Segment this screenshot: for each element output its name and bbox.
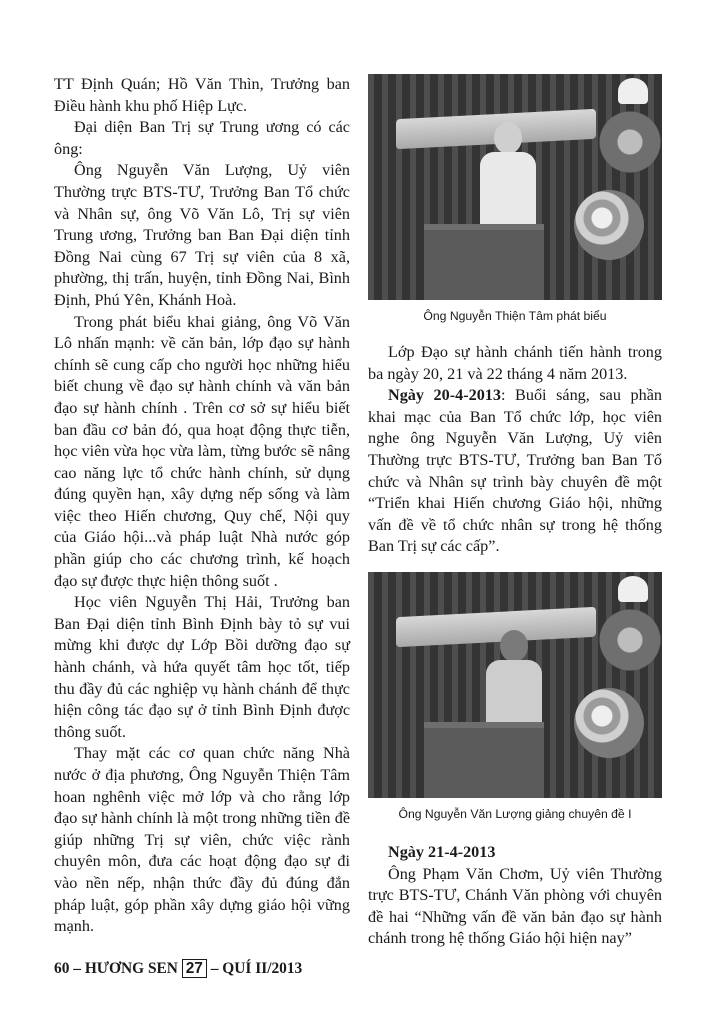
date-heading: Ngày 21-4-2013 bbox=[388, 842, 496, 861]
left-column bbox=[54, 74, 350, 938]
separator: – bbox=[210, 960, 219, 977]
paragraph-text: : Buổi sáng, sau phần khai mạc của Ban Tổ chức lớp, học viên nghe ông Nguyễn Văn Lượng, Uỷ viên Thường trực BTS-TƯ, Trưởng ban Ban Tổ chức và Nhân sự trình bày chuyên đề một “Triển khai Hiến chương Giáo hội, những vấn đề về tổ chức nhân sự trong hệ thống Ban Trị sự các cấp”. bbox=[368, 386, 662, 556]
issue-number: 27 bbox=[182, 959, 207, 978]
photo-caption: Ông Nguyễn Văn Lượng giảng chuyên đề I bbox=[398, 806, 632, 821]
page-number: 60 bbox=[54, 960, 70, 977]
paragraph bbox=[368, 385, 662, 558]
magazine-name: HƯƠNG SEN bbox=[84, 960, 178, 977]
paragraph: Ông Nguyễn Văn Lượng, Uỷ viên Thường trực BTS-TƯ, Trưởng Ban Tổ chức và Nhân sự, ông Võ Văn Lô, Trị sự viên Trung ương, Trưởng ban Ban Đại diện tỉnh Đồng Nai cùng 67 Trị sự viên của 8 xã, phường, thị trấn, huyện, tỉnh Đồng Nai, Bình Định, Phú Yên, Khánh Hoà. bbox=[54, 161, 350, 309]
page-footer bbox=[54, 960, 302, 978]
paragraph: Đại diện Ban Trị sự Trung ương có các ông: bbox=[54, 118, 350, 158]
date-heading: Ngày 20-4-2013 bbox=[388, 386, 501, 405]
paragraph: TT Định Quán; Hồ Văn Thìn, Trưởng ban Điều hành khu phố Hiệp Lực. bbox=[54, 75, 350, 115]
issue-quarter: QUÍ II/2013 bbox=[222, 960, 303, 977]
paragraph: Học viên Nguyễn Thị Hải, Trưởng ban Ban Đại diện tỉnh Bình Định bày tỏ sự vui mừng khi được dự Lớp Bồi dưỡng đạo sự hành chánh, và hứa quyết tâm học tốt, tiếp thu đầy đủ các nghiệp vụ hành chánh để thực hiện công tác đạo sự ở tỉnh Bình Định được thông suốt. bbox=[54, 593, 350, 741]
paragraph: Thay mặt các cơ quan chức năng Nhà nước ở địa phương, Ông Nguyễn Thiện Tâm hoan nghênh việc mở lớp và cho rằng lớp đạo sự hành chính là một trong những tiền đề giúp những Trị sự viên, chức việc rành chuyên môn, đưa các hoạt động đạo sự đi vào nền nếp, nhận thức đầy đủ đúng đắn pháp luật, góp phần xây dựng giáo hội vững mạnh. bbox=[54, 744, 350, 936]
paragraph: Lớp Đạo sự hành chánh tiến hành trong ba ngày 20, 21 và 22 tháng 4 năm 2013. bbox=[368, 343, 662, 383]
photo-speaker-1 bbox=[368, 74, 662, 300]
right-column bbox=[368, 74, 662, 950]
photo-speaker-2 bbox=[368, 572, 662, 798]
photo-caption: Ông Nguyễn Thiện Tâm phát biểu bbox=[423, 309, 607, 323]
paragraph: Ông Phạm Văn Chơm, Uỷ viên Thường trực BTS-TƯ, Chánh Văn phòng với chuyên đề hai “Những vấn đề văn bản đạo sự hành chánh trong hệ thống Giáo hội hiện nay” bbox=[368, 864, 662, 948]
separator: – bbox=[73, 960, 81, 977]
paragraph: Trong phát biểu khai giảng, ông Võ Văn Lô nhấn mạnh: về căn bản, lớp đạo sự hành chính sẽ cung cấp cho người học những hiểu biết chung về đạo sự hành chính và văn bản đạo sự hành chính . Trên cơ sở sự hiểu biết ban đầu cơ bản đó, qua hoạt động thực tiễn, học viên vừa học vừa làm, từng bước sẽ nâng cao năng lực tổ chức hành chính, sử dụng đúng quyền hạn, xây dựng nếp sống và làm việc theo Hiến chương, Quy chế, Nội quy của Giáo hội...và pháp luật Nhà nước góp phần giúp cho các chương trình, kế hoạch đạo sự được thực hiện thông suốt . bbox=[54, 312, 350, 590]
